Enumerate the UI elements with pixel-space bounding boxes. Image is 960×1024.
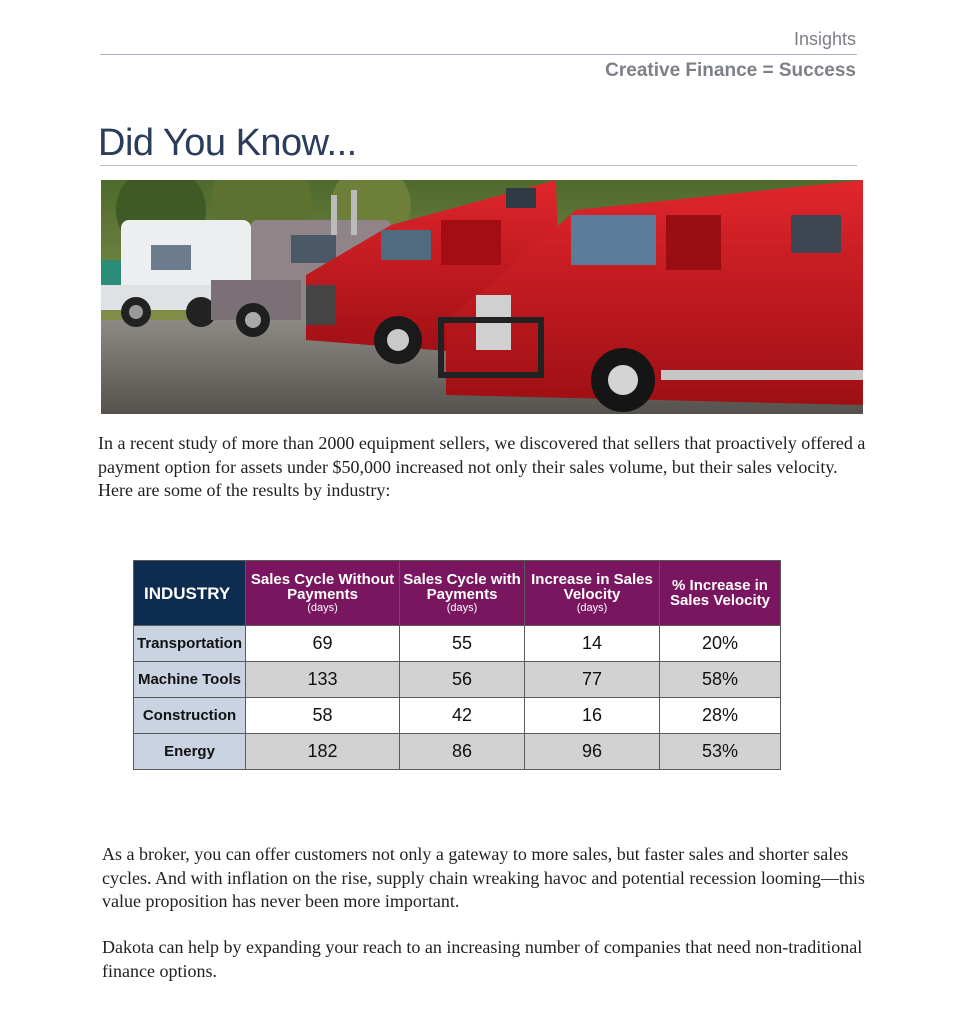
value-cell: 55 [400, 626, 525, 662]
table-row [134, 698, 781, 734]
value-cell: 77 [525, 662, 660, 698]
unit-label: (days) [576, 601, 608, 614]
value-cell: 53% [660, 734, 781, 770]
trucks-illustration [101, 180, 863, 414]
value-cell: 69 [246, 626, 400, 662]
table-row [134, 734, 781, 770]
value-cell: 42 [400, 698, 525, 734]
value-cell: 96 [525, 734, 660, 770]
unit-label: (days) [446, 601, 478, 614]
value-cell: 133 [246, 662, 400, 698]
table-row [134, 662, 781, 698]
value-cell: 14 [525, 626, 660, 662]
industry-cell: Energy [134, 734, 246, 770]
value-cell: 16 [525, 698, 660, 734]
hero-image [101, 180, 863, 414]
broker-paragraph: As a broker, you can offer customers not only a gateway to more sales, but faster sales and shorter sales cycles. And with inflation on the rise, supply chain wreaking havoc and potential recession looming—this value proposition has never been more important. [102, 844, 865, 911]
value-cell: 28% [660, 698, 781, 734]
value-cell: 20% [660, 626, 781, 662]
intro-paragraph: In a recent study of more than 2000 equipment sellers, we discovered that sellers that proactively offered a payment option for assets under $50,000 increased not only their sales volume, but their sales velocity. Here are some of the results by industry: [98, 433, 866, 500]
table-row [134, 626, 781, 662]
header-cycle-with: Sales Cycle with Payments (days) [400, 561, 525, 626]
page-title: Did You Know... [98, 122, 357, 164]
value-cell: 58 [246, 698, 400, 734]
section-label: Insights [793, 29, 856, 49]
value-cell: 86 [400, 734, 525, 770]
table-header-row [134, 561, 781, 626]
value-cell: 56 [400, 662, 525, 698]
header-percent-increase: % Increase in Sales Velocity [660, 561, 781, 626]
header-cycle-without: Sales Cycle Without Payments (days) [246, 561, 400, 626]
header-velocity-increase: Increase in Sales Velocity (days) [525, 561, 660, 626]
velocity-table [133, 560, 781, 770]
page-tagline: Creative Finance = Success [605, 60, 856, 81]
title-divider [100, 165, 857, 166]
industry-cell: Transportation [134, 626, 246, 662]
value-cell: 58% [660, 662, 781, 698]
industry-cell: Machine Tools [134, 662, 246, 698]
industry-cell: Construction [134, 698, 246, 734]
unit-label: (days) [307, 601, 338, 614]
dakota-paragraph: Dakota can help by expanding your reach to an increasing number of companies that need non-traditional finance options. [102, 937, 863, 981]
value-cell: 182 [246, 734, 400, 770]
header-divider [100, 54, 857, 55]
header-industry: INDUSTRY [134, 561, 246, 626]
